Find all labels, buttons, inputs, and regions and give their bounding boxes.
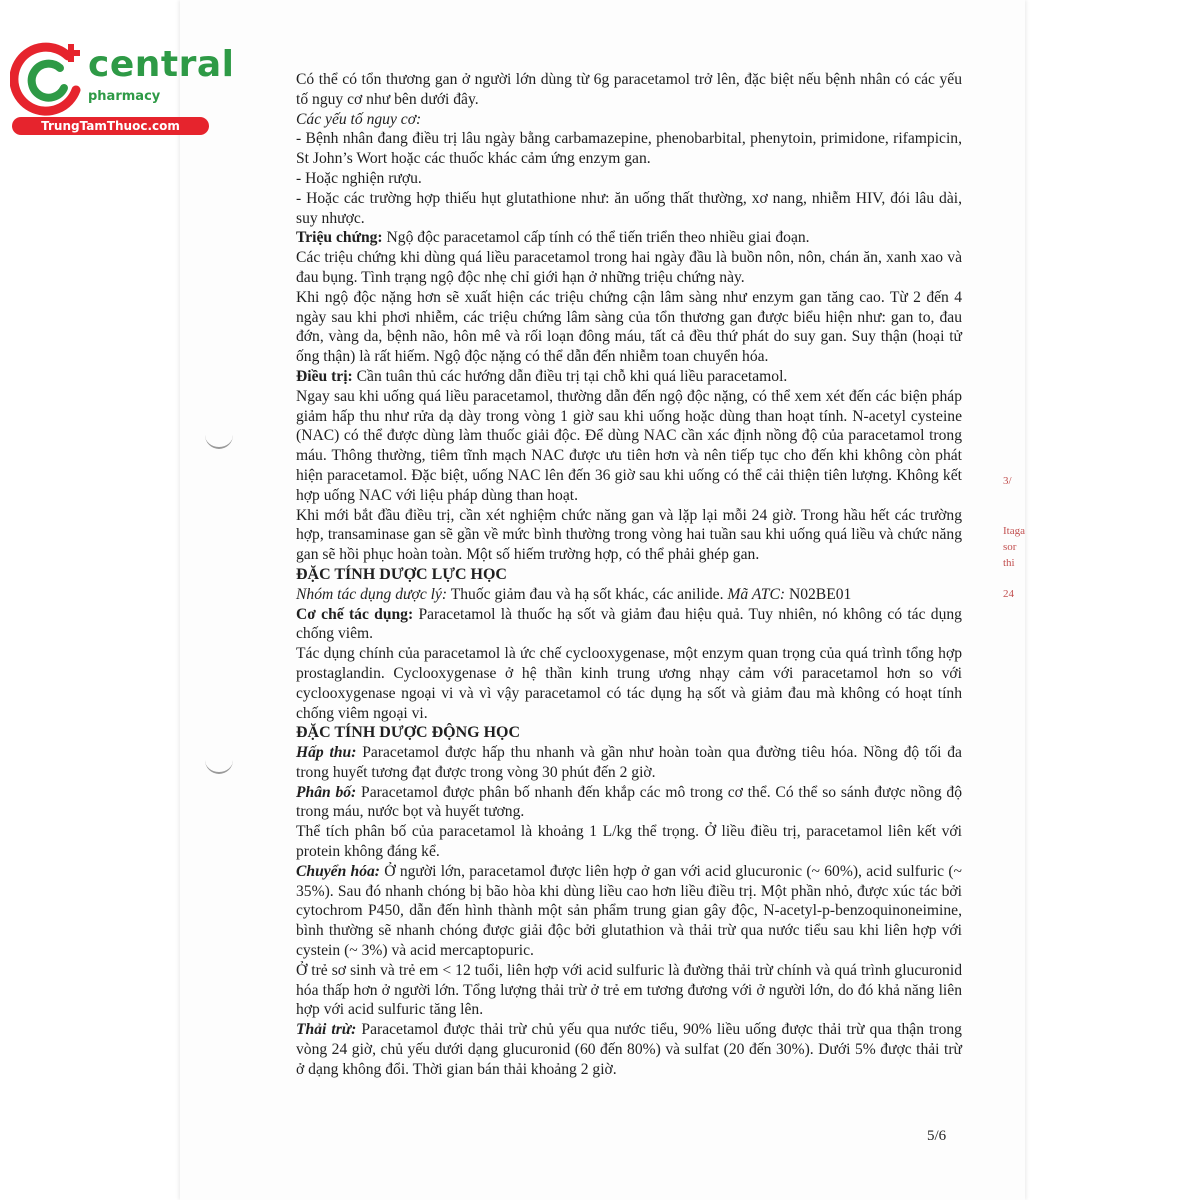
section-label: Cơ chế tác dụng: [296, 605, 414, 623]
paragraph: Phân bố: Paracetamol được phân bố nhanh đến khắp các mô trong cơ thể. Có thể so sánh được nồng độ trong máu, nước bọt và huyết tương. [296, 783, 962, 821]
section-heading: ĐẶC TÍNH DƯỢC ĐỘNG HỌC [296, 724, 521, 742]
page-number: 5/6 [927, 1128, 947, 1144]
paragraph: Triệu chứng: Ngộ độc paracetamol cấp tính có thể tiến triển theo nhiều giai đoạn. [296, 229, 810, 247]
section-label: Điều trị: [296, 367, 353, 385]
logo-mark-icon [10, 38, 90, 118]
paragraph: Tác dụng chính của paracetamol là ức chế cyclooxygenase, một enzym quan trọng của quá trình tổng hợp prostaglandin. Cyclooxygenase ở hệ thần kinh trung ương nhạy cảm với paracetamol hơn so với cyclooxygenase ngoại vi và vì vậy paracetamol có tác dụng hạ sốt và giảm đau mà không có hoạt tính chống viêm ngoại vi. [296, 645, 962, 722]
paragraph: Ngay sau khi uống quá liều paracetamol, thường dẫn đến ngộ độc nặng, có thể xem xét đến các biện pháp giảm hấp thu như rửa dạ dày trong vòng 1 giờ sau khi uống hoặc dùng than hoạt tính. N-acetyl cysteine (NAC) có thể được dùng làm thuốc giải độc. Để dùng NAC cần xác định nồng độ của paracetamol trong máu. Thông thường, tiêm tĩnh mạch NAC được ưu tiên hơn và nên tiếp tục cho đến khi không còn phát hiện paracetamol. Đặc biệt, uống NAC lên đến 36 giờ sau khi uống có thể cải thiện tiên lượng. Không kết hợp uống NAC với liệu pháp dùng than hoạt. [296, 387, 962, 504]
paragraph: Thải trừ: Paracetamol được thải trừ chủ yếu qua nước tiểu, 90% liều uống được thải trừ qua thận trong vòng 24 giờ, chủ yếu dưới dạng glucuronid (60 đến 80%) và sulfat (20 đến 30%). Dưới 5% được thải trừ ở dạng không đổi. Thời gian bán thải khoảng 2 giờ. [296, 1021, 962, 1078]
paragraph: Thể tích phân bố của paracetamol là khoảng 1 L/kg thể trọng. Ở liều điều trị, paracetamol liên kết với protein không đáng kể. [296, 823, 962, 861]
paragraph: Khi mới bắt đầu điều trị, cần xét nghiệm chức năng gan và lặp lại mỗi 24 giờ. Trong hầu hết các trường hợp, transaminase gan sẽ gần về mức bình thường trong vòng hai tuần sau khi uống quá liều và chức năng gan sẽ hồi phục hoàn toàn. Một số hiếm trường hợp, có thể phải ghép gan. [296, 506, 962, 564]
margin-mark: thi [1003, 557, 1015, 569]
paragraph: Các yếu tố nguy cơ: [296, 110, 422, 128]
paragraph: Các triệu chứng khi dùng quá liều paracetamol trong hai ngày đầu là buồn nôn, nôn, chán ăn, xanh xao và đau bụng. Tình trạng ngộ độc nhẹ chỉ giới hạn ở những triệu chứng này. [296, 249, 962, 286]
paragraph: Cơ chế tác dụng: Paracetamol là thuốc hạ sốt và giảm đau hiệu quả. Tuy nhiên, nó không có tác dụng chống viêm. [296, 605, 962, 643]
section-heading: ĐẶC TÍNH DƯỢC LỰC HỌC [296, 565, 507, 583]
paragraph: Có thể có tổn thương gan ở người lớn dùng từ 6g paracetamol trở lên, đặc biệt nếu bệnh nhân có các yếu tố nguy cơ như bên dưới đây. [296, 71, 962, 108]
logo-site-bar: TrungTamThuoc.com [12, 117, 209, 135]
logo-sub-text: pharmacy [88, 89, 161, 104]
section-label: Triệu chứng: [296, 229, 383, 247]
paragraph: - Bệnh nhân đang điều trị lâu ngày bằng carbamazepine, phenobarbital, phenytoin, primidone, rifampicin, St John’s Wort hoặc các thuốc khác cảm ứng enzym gan. [296, 130, 962, 168]
paragraph: Chuyển hóa: Ở người lớn, paracetamol được liên hợp ở gan với acid glucuronic (~ 60%), acid sulfuric (~ 35%). Sau đó nhanh chóng bị bão hòa khi dùng liều cao hơn liều điều trị. Một phần nhỏ, được xúc tác bởi cytochrom P450, dẫn đến hình thành một sản phẩm trung gian gây độc, N-acetyl-p-benzoquinoneimine, bình thường sẽ nhanh chóng được giải độc bởi glutathion và thải trừ qua nước tiểu sau khi liên hợp với cystein (~ 3%) và acid mercaptopuric. [296, 862, 962, 960]
paragraph: Điều trị: Cần tuân thủ các hướng dẫn điều trị tại chỗ khi quá liều paracetamol. [296, 367, 788, 385]
margin-mark: sor [1003, 541, 1017, 553]
paragraph: - Hoặc các trường hợp thiếu hụt glutathione như: ăn uống thất thường, xơ nang, nhiễm HIV, đói lâu dài, suy nhược. [296, 189, 962, 227]
paragraph: Ở trẻ sơ sinh và trẻ em < 12 tuổi, liên hợp với acid sulfuric là đường thải trừ chính và quá trình glucuronid hóa thấp hơn ở người lớn. Tổng lượng thải trừ ở trẻ em tương đương với ở người lớn, do đó khả năng liên hợp với acid sulfuric tăng lên. [296, 961, 962, 1019]
margin-mark: 24 [1003, 588, 1014, 600]
paragraph: Nhóm tác dụng dược lý: Thuốc giảm đau và hạ sốt khác, các anilide. Mã ATC: N02BE01 [296, 585, 852, 603]
document-body [296, 70, 962, 1080]
margin-mark: 3/ [1003, 475, 1012, 487]
paragraph: Khi ngộ độc nặng hơn sẽ xuất hiện các triệu chứng cận lâm sàng như enzym gan tăng cao. Từ 2 đến 4 ngày sau khi phơi nhiễm, các triệu chứng lâm sàng của tổn thương gan được biểu hiện như: gan to, đau đớn, vàng da, bệnh não, hôn mê và rối loạn đông máu, tất cả đều thứ phát do suy gan. Suy thận (hoại tử ống thận) là rất hiếm. Ngộ độc nặng có thể dẫn đến nhiễm toan chuyển hóa. [296, 288, 962, 366]
logo-brand-text: central [88, 44, 235, 85]
margin-mark: Itaga [1003, 525, 1025, 537]
paragraph: - Hoặc nghiện rượu. [296, 169, 422, 187]
paragraph: Hấp thu: Paracetamol được hấp thu nhanh và gần như hoàn toàn qua đường tiêu hóa. Nồng độ tối đa trong huyết tương đạt được trong vòng 30 phút đến 2 giờ. [296, 744, 962, 781]
